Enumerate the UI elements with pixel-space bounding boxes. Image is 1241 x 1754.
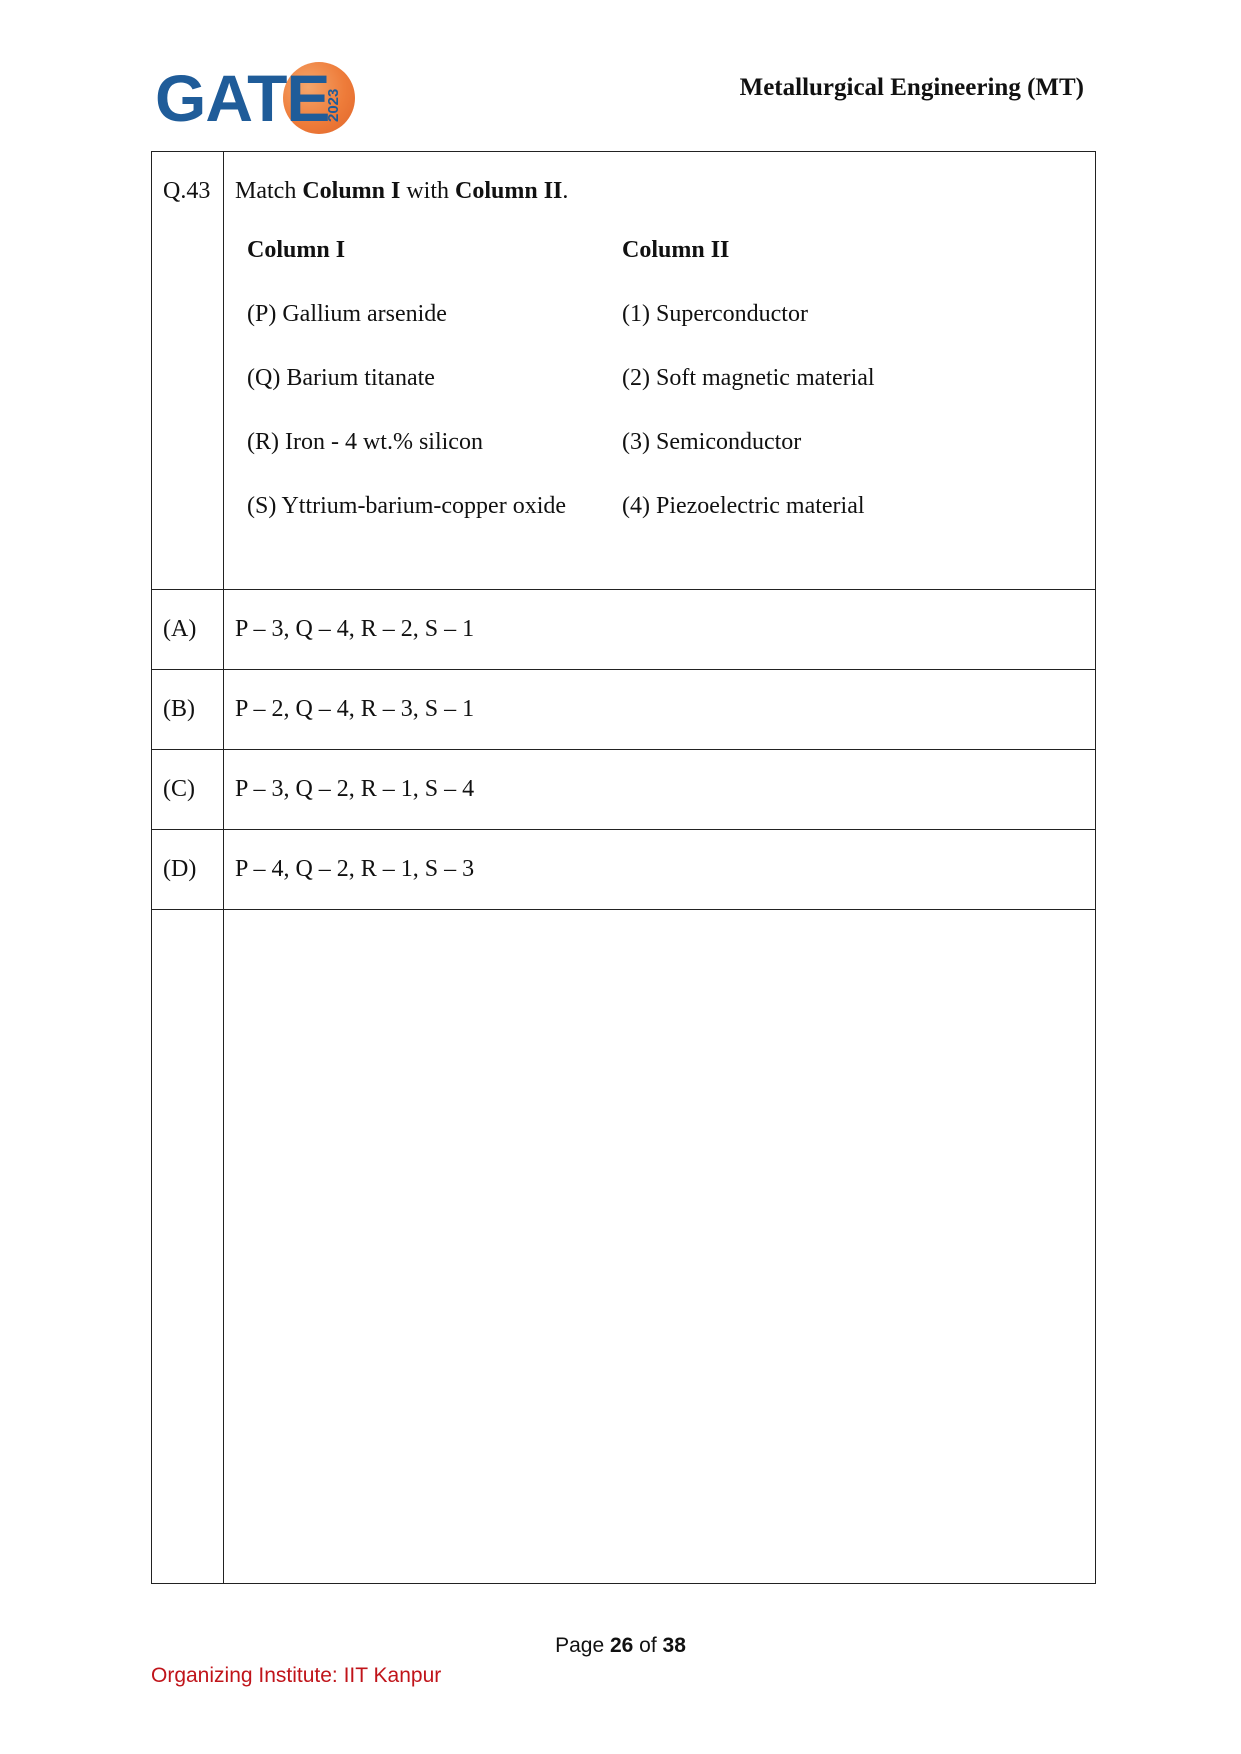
option-row-c — [152, 750, 1096, 830]
gate-2023-logo — [155, 58, 355, 138]
column-i-item: (S) Yttrium-barium-copper oxide — [247, 493, 567, 519]
option-text: P – 3, Q – 2, R – 1, S – 4 — [224, 750, 1096, 830]
question-instruction: Match Column I with Column II. — [235, 178, 569, 204]
question-stem — [224, 152, 1096, 590]
subject-title: Metallurgical Engineering (MT) — [739, 74, 1084, 101]
column-ii-item: (4) Piezoelectric material — [622, 493, 865, 519]
option-label: (B) — [152, 670, 224, 750]
column-ii-header: Column II — [622, 237, 730, 263]
logo-text: GATE — [155, 61, 330, 135]
logo-year: 2023 — [325, 88, 342, 122]
blank-work-area — [152, 910, 1096, 1584]
option-text: P – 3, Q – 4, R – 2, S – 1 — [224, 590, 1096, 670]
column-i-header: Column I — [247, 237, 346, 263]
option-label: (C) — [152, 750, 224, 830]
column-i-item: (P) Gallium arsenide — [247, 301, 447, 327]
column-ii-item: (2) Soft magnetic material — [622, 365, 875, 391]
option-row-d — [152, 830, 1096, 910]
option-text: P – 2, Q – 4, R – 3, S – 1 — [224, 670, 1096, 750]
option-row-b — [152, 670, 1096, 750]
question-number: Q.43 — [152, 152, 224, 590]
page-number: Page 26 of 38 — [555, 1634, 686, 1657]
option-text: P – 4, Q – 2, R – 1, S – 3 — [224, 830, 1096, 910]
column-i-item: (R) Iron - 4 wt.% silicon — [247, 429, 483, 455]
option-label: (A) — [152, 590, 224, 670]
column-ii-item: (1) Superconductor — [622, 301, 808, 327]
question-table — [151, 151, 1096, 1584]
option-label: (D) — [152, 830, 224, 910]
option-row-a — [152, 590, 1096, 670]
organizing-institute: Organizing Institute: IIT Kanpur — [151, 1664, 442, 1687]
column-i-item: (Q) Barium titanate — [247, 365, 435, 391]
match-columns — [235, 237, 1095, 520]
column-ii-item: (3) Semiconductor — [622, 429, 802, 455]
